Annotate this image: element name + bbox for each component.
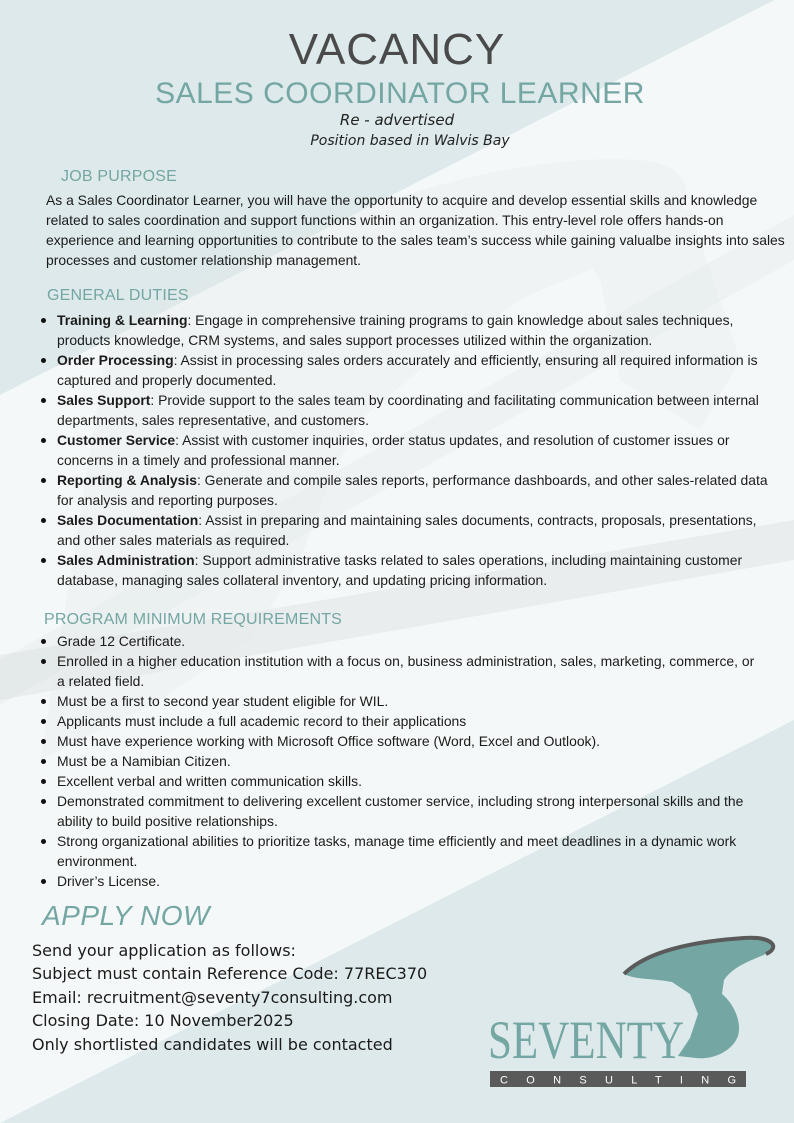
duty-text: : Assist in preparing and maintaining sales documents, contracts, proposals, presentations, and other sales materials as required. [57, 512, 757, 548]
apply-now-heading: APPLY NOW [42, 900, 210, 931]
duty-text: : Engage in comprehensive training programs to gain knowledge about sales techniques, products knowledge, CRM systems, and sales support processes utilized within the organization. [57, 312, 734, 348]
logo-tagline: C O N S U L T I N G [500, 1074, 736, 1087]
list-item [57, 350, 769, 390]
list-item [57, 310, 769, 350]
list-item [57, 470, 769, 510]
job-purpose-heading: JOB PURPOSE [61, 168, 178, 185]
reference-code-line: Subject must contain Reference Code: 77REC370 [32, 964, 428, 984]
duty-title: Reporting & Analysis [57, 472, 197, 488]
list-item [57, 430, 769, 470]
company-logo [484, 934, 780, 1090]
duty-title: Order Processing [57, 352, 174, 368]
general-duties-list [57, 310, 769, 590]
requirements-heading: PROGRAM MINIMUM REQUIREMENTS [44, 611, 343, 628]
list-item: Must have experience working with Microsoft Office software (Word, Excel and Outlook). [57, 731, 757, 751]
readvertised-note: Re - advertised [339, 111, 455, 129]
email-line[interactable]: Email: recruitment@seventy7consulting.com [32, 987, 393, 1007]
duty-title: Sales Support [57, 392, 151, 408]
list-item: Driver’s License. [57, 871, 757, 891]
list-item: Must be a first to second year student eligible for WIL. [57, 691, 757, 711]
duty-title: Training & Learning [57, 312, 188, 328]
list-item: Strong organizational abilities to prioritize tasks, manage time efficiently and meet deadlines in a dynamic work environment. [57, 831, 757, 871]
page-title: VACANCY [288, 25, 506, 74]
duty-text: : Support administrative tasks related to sales operations, including maintaining customer database, managing sales collateral inventory, and updating pricing information. [57, 552, 743, 588]
location-note: Position based in Walvis Bay [310, 133, 510, 149]
duty-title: Sales Documentation [57, 512, 199, 528]
duty-text: : Assist with customer inquiries, order status updates, and resolution of customer issues or concerns in a timely and professional manner. [57, 432, 730, 468]
position-title: SALES COORDINATOR LEARNER [155, 77, 645, 110]
duty-title: Customer Service [57, 432, 176, 448]
shortlist-note: Only shortlisted candidates will be contacted [32, 1034, 393, 1054]
list-item [57, 550, 769, 590]
list-item: Applicants must include a full academic record to their applications [57, 711, 757, 731]
duty-text: : Generate and compile sales reports, performance dashboards, and other sales-related data for analysis and reporting purposes. [57, 472, 768, 508]
instruction-line: Send your application as follows: [32, 941, 296, 960]
list-item: Grade 12 Certificate. [57, 631, 757, 651]
list-item [57, 510, 769, 550]
application-instructions [32, 939, 427, 1056]
job-purpose-text: As a Sales Coordinator Learner, you will have the opportunity to acquire and develop essential skills and knowledge related to sales coordination and support functions within an organization. This entry-level role offers hands-on experience and learning opportunities to contribute to the sales team’s success while gaining valualbe insights into sales processes and customer relationship management. [46, 192, 785, 268]
duty-text: : Assist in processing sales orders accurately and efficiently, ensuring all required information is captured and properly documented. [57, 352, 758, 388]
requirements-list [57, 631, 757, 891]
logo-name: SEVENTY [488, 1010, 684, 1070]
list-item [57, 390, 769, 430]
list-item: Demonstrated commitment to delivering excellent customer service, including strong interpersonal skills and the ability to build positive relationships. [57, 791, 757, 831]
duty-title: Sales Administration [57, 552, 195, 568]
duty-text: : Provide support to the sales team by coordinating and facilitating communication between internal departments, sales representative, and customers. [57, 392, 759, 428]
closing-date-line: Closing Date: 10 November2025 [32, 1011, 294, 1031]
list-item: Must be a Namibian Citizen. [57, 751, 757, 771]
list-item: Enrolled in a higher education institution with a focus on, business administration, sales, marketing, commerce, or a related field. [57, 651, 757, 691]
general-duties-heading: GENERAL DUTIES [47, 287, 189, 304]
list-item: Excellent verbal and written communication skills. [57, 771, 757, 791]
